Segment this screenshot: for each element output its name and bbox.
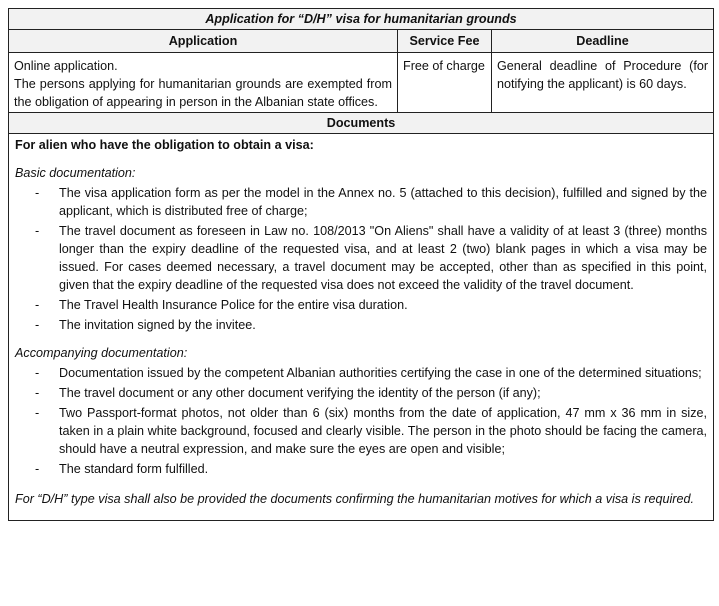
deadline-cell [492,53,714,113]
application-line-1: Online application. [14,59,118,73]
list-item-text: The travel document as foreseen in Law no. 108/2013 "On Aliens" shall have a validity of at least 3 (three) months longer than the expiry deadline of the requested visa, and at least 2 (two) blank pages in which a visa may be issued. For cases deemed necessary, a travel document may be accepted, other than as specified in this point, given that the expiry deadline of the requested visa does not exceed the validity of the travel document. [59,224,708,292]
documents-cell [9,134,714,521]
service-fee-value: Free of charge [403,59,485,73]
list-item-text: The standard form fulfilled. [59,462,209,476]
dash-bullet: - [35,406,40,420]
application-line-2: The persons applying for humanitarian grounds are exempted from the obligation of appearing in person in the Albanian state offices. [14,77,392,109]
closing-note: For “D/H” type visa shall also be provided the documents confirming the humanitarian motives for which a visa is required. [15,492,694,506]
header-deadline: Deadline [492,30,714,53]
dash-bullet: - [35,462,40,476]
header-application: Application [9,30,398,53]
basic-documentation-list [15,184,707,334]
dash-bullet: - [35,366,40,380]
application-cell [9,53,398,113]
visa-document [8,8,713,521]
dash-bullet: - [35,386,40,400]
basic-documentation-label: Basic documentation: [15,166,136,180]
dash-bullet: - [35,298,40,312]
documents-heading: Documents [9,113,714,134]
list-item-text: Documentation issued by the competent Albanian authorities certifying the case in one of the determined situations; [59,366,702,380]
accompanying-documentation-list [15,364,707,478]
list-item [15,222,707,294]
list-item-text: The visa application form as per the model in the Annex no. 5 (attached to this decision), fulfilled and signed by the applicant, which is distributed free of charge; [59,186,708,218]
list-item [15,460,707,478]
deadline-value: General deadline of Procedure (for notifying the applicant) is 60 days. [497,59,709,91]
dash-bullet: - [35,318,40,332]
dash-bullet: - [35,224,40,238]
dash-bullet: - [35,186,40,200]
title-row [9,9,714,30]
header-row [9,30,714,53]
documents-subheading: For alien who have the obligation to obtain a visa: [15,138,314,152]
documents-row [9,134,714,521]
list-item-text: The invitation signed by the invitee. [59,318,256,332]
visa-table [8,8,714,521]
info-row [9,53,714,113]
list-item [15,296,707,314]
list-item [15,364,707,382]
documents-header-row [9,113,714,134]
list-item-text: Two Passport-format photos, not older than 6 (six) months from the date of application, 47 mm x 36 mm in size, taken in a plain white background, focused and clearly visible. The person in the photo should be facing the camera, should have a neutral expression, and make sure the eyes are open and visible; [59,406,708,456]
list-item-text: The Travel Health Insurance Police for the entire visa duration. [59,298,408,312]
list-item [15,316,707,334]
accompanying-documentation-label: Accompanying documentation: [15,346,188,360]
document-title: Application for “D/H” visa for humanitarian grounds [9,9,714,30]
list-item [15,184,707,220]
list-item-text: The travel document or any other document verifying the identity of the person (if any); [59,386,541,400]
service-fee-cell [398,53,492,113]
header-service-fee: Service Fee [398,30,492,53]
list-item [15,384,707,402]
list-item [15,404,707,458]
